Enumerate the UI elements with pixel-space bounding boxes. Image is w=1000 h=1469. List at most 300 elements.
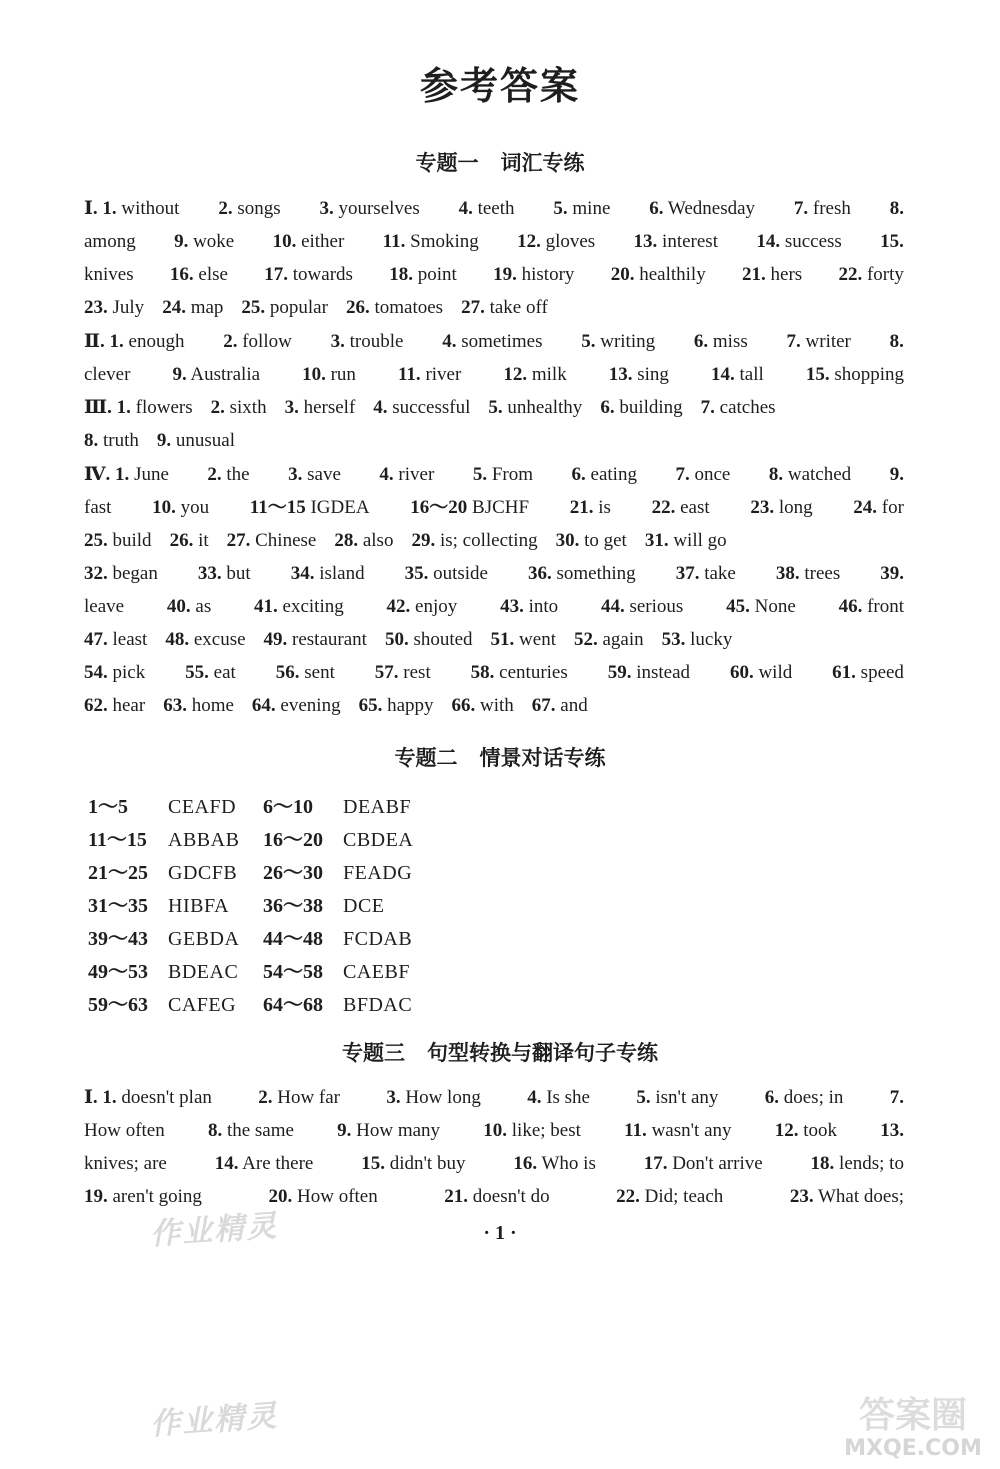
question-number: 7. (700, 397, 715, 418)
question-number: 11. (382, 231, 406, 252)
question-number: 43. (500, 596, 524, 617)
question-number: 12. (503, 364, 528, 385)
answer-item (398, 362, 461, 388)
question-number: 21. (742, 264, 766, 285)
question-number: 5. (488, 397, 503, 418)
question-number: 21. (444, 1186, 469, 1207)
question-number: 7. (786, 331, 801, 352)
answer-item (223, 329, 292, 355)
answer-line (84, 660, 904, 686)
question-number: 15. (880, 231, 904, 252)
question-number: 5. (553, 198, 568, 219)
answer-item (616, 1184, 723, 1210)
answer-item (346, 297, 443, 318)
answer-text: evening (280, 695, 341, 716)
answer-item (461, 297, 548, 318)
answer-item (241, 297, 328, 318)
question-number: Ⅰ. 1. (84, 198, 117, 219)
answer-item (291, 561, 365, 587)
question-number: 9. (174, 231, 189, 252)
answer-item (652, 495, 710, 521)
question-range: 6～10 (263, 796, 313, 818)
answer-key: HIBFA (168, 895, 230, 917)
question-number: 16～20 (410, 497, 468, 518)
answer-item (84, 1085, 212, 1111)
answer-text: map (190, 297, 224, 318)
answer-item (488, 397, 582, 418)
answer-item (208, 1118, 294, 1144)
answer-item (794, 196, 851, 222)
question-number: 57. (374, 662, 399, 683)
answer-text: lucky (690, 629, 733, 650)
question-number: 19. (84, 1186, 108, 1207)
question-number: 29. (411, 530, 436, 551)
answer-item (319, 196, 419, 222)
answer-text: into (528, 596, 559, 617)
answer-item (165, 629, 245, 650)
answer-text: wasn't any (651, 1120, 732, 1141)
question-number: 64. (251, 695, 276, 716)
question-number: 22. (616, 1186, 640, 1207)
answer-item (198, 561, 251, 587)
answer-text: history (521, 264, 575, 285)
answer-item (172, 362, 260, 388)
answer-text: follow (242, 331, 292, 352)
question-range: 11～15 (88, 829, 147, 851)
answer-text: again (602, 629, 644, 650)
question-number: 25. (241, 297, 266, 318)
question-number: 9. (172, 364, 187, 385)
question-number: 22. (838, 264, 863, 285)
answer-key: CBDEA (343, 829, 414, 851)
answer-item (386, 1085, 480, 1111)
answer-line (84, 395, 904, 421)
answer-item (84, 695, 145, 716)
answer-text: didn't buy (389, 1153, 466, 1174)
question-number: 18. (389, 264, 413, 285)
answer-item (157, 430, 235, 451)
question-number: 60. (729, 662, 754, 683)
answer-text: towards (292, 264, 353, 285)
answer-text: clever (84, 364, 131, 385)
answer-item (726, 594, 796, 620)
answer-item (167, 594, 211, 620)
answer-text: Did; teach (644, 1186, 724, 1207)
answer-text: rest (403, 662, 431, 683)
question-number: 14. (214, 1153, 239, 1174)
question-number: 40. (166, 596, 191, 617)
answer-item (250, 495, 370, 521)
answer-line (84, 196, 904, 222)
answer-text: take off (489, 297, 548, 318)
answer-item (769, 462, 851, 488)
answer-item (211, 397, 267, 418)
answer-text: front (867, 596, 904, 617)
question-number: 28. (334, 530, 359, 551)
answer-item (636, 1085, 718, 1111)
answer-text: Are there (242, 1153, 314, 1174)
question-number: 11. (624, 1120, 647, 1141)
dialogue-answer-row (88, 955, 438, 984)
answer-item (459, 196, 515, 222)
answer-text: isn't any (655, 1087, 719, 1108)
question-number: 35. (404, 563, 429, 584)
question-number: 30. (555, 530, 580, 551)
answer-item (163, 695, 234, 716)
answer-text: the (226, 464, 250, 485)
answer-item (84, 561, 158, 587)
answer-item (84, 495, 111, 521)
answer-text: among (84, 231, 136, 252)
question-number: 47. (84, 629, 108, 650)
answer-item (258, 1085, 340, 1111)
answer-item (838, 262, 903, 288)
answer-item (806, 362, 904, 388)
question-number: 4. (442, 331, 457, 352)
question-number: 2. (207, 464, 222, 485)
answer-item (675, 462, 730, 488)
answer-text: lends; to (839, 1153, 904, 1174)
answer-item (174, 229, 234, 255)
answer-text: aren't going (112, 1186, 202, 1207)
answer-item (84, 362, 130, 388)
answer-line (84, 1118, 904, 1144)
answer-text: hear (112, 695, 146, 716)
answer-item (608, 660, 690, 686)
answer-text: for (881, 497, 904, 518)
answer-text: instead (636, 662, 691, 683)
answer-text: with (480, 695, 514, 716)
question-number: 5. (472, 464, 488, 485)
answer-text: What does; (817, 1186, 904, 1207)
question-number: 49. (263, 629, 288, 650)
answer-text: also (362, 530, 394, 551)
answer-item (337, 1118, 440, 1144)
answer-text: From (491, 464, 533, 485)
answer-item (711, 362, 764, 388)
answer-text: tall (739, 364, 764, 385)
answer-item (556, 530, 627, 551)
answer-item (503, 362, 566, 388)
answer-item (694, 329, 748, 355)
answer-text: milk (531, 364, 567, 385)
question-number: 13. (608, 364, 633, 385)
answer-text: sometimes (461, 331, 543, 352)
answer-item (84, 196, 179, 222)
answer-text: How long (405, 1087, 481, 1108)
answer-text: long (778, 497, 813, 518)
answer-line (84, 1085, 904, 1111)
answer-item (84, 462, 169, 488)
answer-text: pick (112, 662, 146, 683)
answer-text: Australia (190, 364, 261, 385)
answer-item (84, 594, 124, 620)
question-number: 6. (571, 464, 586, 485)
question-range: 49～53 (88, 961, 148, 983)
answer-text: July (112, 297, 145, 318)
question-number: 16. (513, 1153, 538, 1174)
answer-item (765, 1085, 844, 1111)
answer-text: Wednesday (667, 198, 756, 219)
answer-item (890, 196, 904, 222)
section-heading-vocabulary: 专题一 词汇专练 (415, 151, 585, 175)
answer-item (254, 594, 344, 620)
question-number: 41. (254, 596, 278, 617)
question-number: 18. (810, 1153, 835, 1174)
page-title: 参考答案 (419, 64, 580, 108)
logo-text: 答案圈 (858, 1395, 968, 1436)
answer-item (517, 229, 595, 255)
answer-text: Smoking (410, 231, 479, 252)
question-number: 46. (838, 596, 863, 617)
answer-key: ABBAB (168, 829, 240, 851)
question-number: 38. (775, 563, 800, 584)
question-number: 10. (152, 497, 176, 518)
answer-text: river (398, 464, 435, 485)
question-number: 6. (764, 1087, 779, 1108)
question-number: 26. (169, 530, 194, 551)
question-number: 7. (675, 464, 690, 485)
answer-text: least (112, 629, 148, 650)
answer-text: island (319, 563, 365, 584)
question-number: 8. (768, 464, 784, 485)
answer-text: herself (303, 397, 356, 418)
answer-text: enough (128, 331, 185, 352)
answer-text: happy (387, 695, 434, 716)
answer-item (790, 1184, 904, 1210)
answer-item (553, 196, 610, 222)
answer-key: CAFEG (168, 994, 237, 1016)
answer-text: How often (297, 1186, 378, 1207)
answer-item (500, 594, 558, 620)
question-number: Ⅰ. 1. (84, 1087, 117, 1108)
question-number: 23. (84, 297, 108, 318)
question-number: 10. (302, 364, 326, 385)
answer-text: fast (84, 497, 112, 518)
answer-line (84, 229, 904, 255)
answer-item (411, 530, 537, 551)
question-number: 20. (610, 264, 635, 285)
question-number: 27. (226, 530, 251, 551)
answer-item (880, 561, 904, 587)
answer-text: but (226, 563, 251, 584)
answer-item (373, 397, 470, 418)
answer-text: excuse (193, 629, 246, 650)
answer-item (162, 297, 223, 318)
question-number: 54. (84, 662, 108, 683)
answer-item (218, 196, 280, 222)
question-number: 55. (185, 662, 209, 683)
answer-text: How often (84, 1120, 165, 1141)
answer-item (84, 1118, 165, 1144)
answer-item (276, 660, 335, 686)
answer-text: sent (304, 662, 335, 683)
answer-item (839, 594, 904, 620)
answer-text: tomatoes (374, 297, 444, 318)
answer-text: enjoy (415, 596, 458, 617)
answer-text: east (680, 497, 710, 518)
answer-text: knives; are (84, 1153, 167, 1174)
question-number: 15. (805, 364, 830, 385)
answer-item (152, 495, 209, 521)
answer-item (264, 262, 353, 288)
question-number: 3. (288, 464, 303, 485)
answer-item (379, 462, 434, 488)
answer-text: restaurant (292, 629, 367, 650)
answer-text: went (519, 629, 556, 650)
question-number: 62. (84, 695, 108, 716)
question-range: 64～68 (263, 994, 323, 1016)
question-number: 2. (258, 1087, 273, 1108)
answer-text: centuries (499, 662, 568, 683)
answer-item (730, 660, 792, 686)
answer-text: river (425, 364, 462, 385)
answer-text: is (598, 497, 611, 518)
answer-item (185, 660, 236, 686)
answer-item (385, 629, 473, 650)
answer-item (775, 1118, 837, 1144)
question-number: 39. (880, 563, 904, 584)
answer-item (264, 629, 367, 650)
question-number: 6. (649, 198, 664, 219)
answer-text: interest (662, 231, 718, 252)
answer-item (387, 594, 458, 620)
answer-text: gloves (545, 231, 596, 252)
dialogue-answer-row (88, 922, 438, 951)
answer-text: once (694, 464, 731, 485)
answer-text: began (112, 563, 158, 584)
answer-item (491, 629, 556, 650)
question-number: 24. (162, 297, 186, 318)
answer-item (442, 329, 542, 355)
question-number: 6. (693, 331, 709, 352)
answer-text: doesn't do (472, 1186, 550, 1207)
answer-text: June (134, 464, 169, 485)
question-number: 34. (290, 563, 315, 584)
question-number: 52. (573, 629, 598, 650)
answer-item (269, 1184, 378, 1210)
answer-item (609, 362, 669, 388)
answer-item (532, 695, 588, 716)
answer-item (644, 1151, 763, 1177)
answer-text: wild (758, 662, 793, 683)
answer-text: does; in (783, 1087, 844, 1108)
answer-item (285, 397, 356, 418)
answer-text: like; best (511, 1120, 581, 1141)
question-number: 11～15 (249, 497, 306, 518)
answer-text: IGDEA (310, 497, 370, 518)
answer-text: speed (860, 662, 904, 683)
answer-line (84, 295, 904, 321)
question-number: 4. (458, 198, 473, 219)
question-number: 23. (750, 497, 775, 518)
question-range: 59～63 (88, 994, 148, 1016)
answer-text: Chinese (255, 530, 317, 551)
answer-item (572, 462, 637, 488)
answer-item (776, 561, 840, 587)
question-number: 66. (451, 695, 476, 716)
answer-item (676, 561, 736, 587)
question-number: 48. (165, 629, 190, 650)
answer-item (207, 462, 249, 488)
answer-item (84, 1151, 167, 1177)
answer-line (84, 462, 904, 488)
question-number: 4. (373, 397, 388, 418)
section-heading-sentence: 专题三 句型转换与翻译句子专练 (342, 1041, 658, 1065)
question-range: 54～58 (263, 961, 323, 983)
question-number: 8. (889, 198, 904, 219)
answer-item (527, 1085, 590, 1111)
answer-item (334, 530, 393, 551)
answer-line (84, 329, 904, 355)
question-number: 3. (319, 198, 334, 219)
answer-item (742, 262, 802, 288)
dialogue-answer-row (88, 856, 438, 885)
answer-text: BJCHF (472, 497, 530, 518)
answer-item (890, 1085, 904, 1111)
answer-text: shopping (834, 364, 904, 385)
answer-item (570, 495, 611, 521)
answer-text: took (803, 1120, 837, 1141)
question-number: 51. (490, 629, 515, 650)
answer-line (84, 262, 904, 288)
answer-item (452, 695, 514, 716)
answer-item (811, 1151, 904, 1177)
answer-item (611, 262, 706, 288)
answer-text: knives (84, 264, 134, 285)
answer-text: building (619, 397, 683, 418)
question-number: 2. (218, 198, 233, 219)
question-number: Ⅱ. 1. (84, 331, 124, 352)
answer-key: FEADG (343, 862, 413, 884)
question-number: 61. (832, 662, 856, 683)
question-number: 27. (461, 297, 485, 318)
answer-text: take (704, 563, 736, 584)
answer-text: songs (237, 198, 281, 219)
question-number: 7. (889, 1087, 904, 1108)
question-range: 16～20 (263, 829, 323, 851)
answer-item (853, 495, 904, 521)
answer-text: woke (193, 231, 235, 252)
answer-item (227, 530, 317, 551)
question-number: 12. (517, 231, 541, 252)
question-range: 44～48 (263, 928, 323, 950)
answer-text: something (556, 563, 636, 584)
answer-item (750, 495, 812, 521)
answer-item (410, 495, 529, 521)
answer-text: successful (392, 397, 471, 418)
answer-item (359, 695, 434, 716)
answer-item (624, 1118, 731, 1144)
answer-item (513, 1151, 596, 1177)
answer-text: to get (584, 530, 627, 551)
answer-text: the same (226, 1120, 294, 1141)
dialogue-answer-row (88, 790, 438, 819)
question-number: 31. (644, 530, 669, 551)
question-number: 45. (726, 596, 750, 617)
answer-item (528, 561, 636, 587)
question-number: 20. (268, 1186, 293, 1207)
question-number: 9. (156, 430, 172, 451)
answer-text: as (195, 596, 212, 617)
answer-item (383, 229, 479, 255)
answer-item (600, 397, 682, 418)
answer-item (288, 462, 341, 488)
answer-text: yourselves (338, 198, 420, 219)
answer-text: outside (433, 563, 488, 584)
answer-item (84, 629, 147, 650)
answer-text: trouble (349, 331, 404, 352)
